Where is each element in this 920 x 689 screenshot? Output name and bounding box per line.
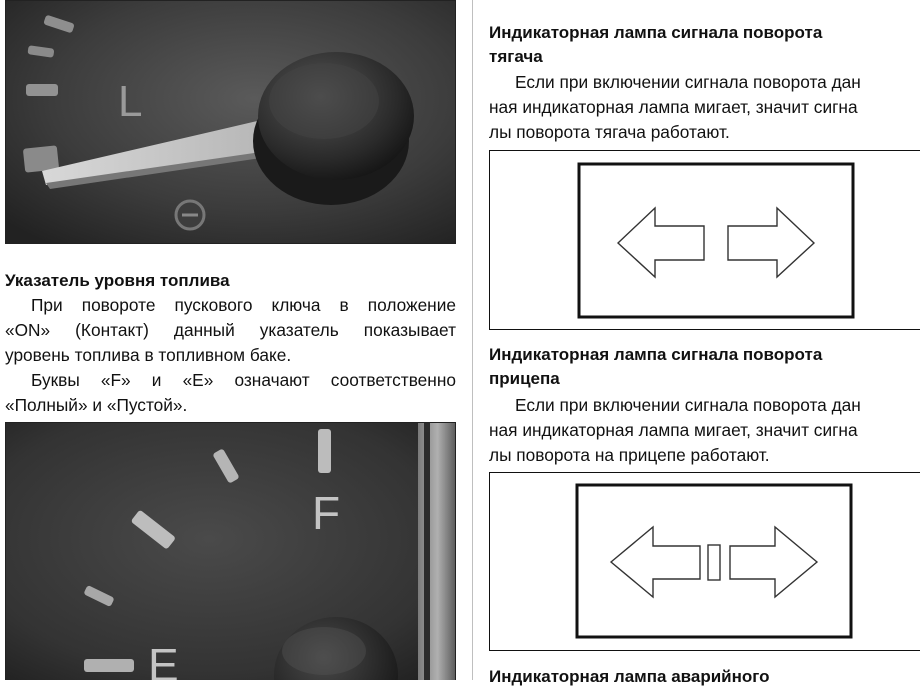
paragraph-line: Буквы «F» и «E» означают соответственно bbox=[31, 370, 456, 390]
gauge-photo-bottom bbox=[5, 422, 456, 680]
trailer-turn-signal-paragraph bbox=[489, 393, 920, 468]
heading-line: Индикаторная лампа аварийного bbox=[489, 667, 770, 686]
heading-line: Индикаторная лампа сигнала поворота bbox=[489, 345, 823, 364]
fuel-gauge-heading: Указатель уровня топлива bbox=[5, 271, 230, 290]
fuel-gauge-paragraph-1 bbox=[5, 293, 456, 368]
gauge-photo-top bbox=[5, 0, 456, 244]
gauge-letter-l: L bbox=[118, 77, 143, 126]
paragraph-line: «Полный» и «Пустой». bbox=[5, 395, 188, 415]
paragraph-line: уровень топлива в топливном баке. bbox=[5, 345, 292, 365]
paragraph-line: При повороте пускового ключа в положение bbox=[31, 295, 456, 315]
paragraph-line: Если при включении сигнала поворота дан bbox=[515, 72, 861, 92]
gauge-letter-e: E bbox=[148, 639, 179, 680]
left-right-turn-arrows-trailer-icon bbox=[490, 473, 920, 652]
hazard-warning-heading bbox=[489, 665, 909, 689]
tractor-turn-signal-figure bbox=[489, 150, 920, 330]
heading-line: прицепа bbox=[489, 369, 560, 388]
tractor-turn-signal-paragraph bbox=[489, 70, 920, 145]
heading-line: тягача bbox=[489, 47, 543, 66]
paragraph-line: ная индикаторная лампа мигает, значит сигна bbox=[489, 97, 858, 117]
trailer-turn-signal-heading bbox=[489, 343, 909, 391]
trailer-turn-signal-figure bbox=[489, 472, 920, 651]
paragraph-line: Если при включении сигнала поворота дан bbox=[515, 395, 861, 415]
paragraph-line: лы поворота тягача работают. bbox=[489, 122, 730, 142]
column-divider bbox=[472, 0, 473, 680]
fuel-gauge-paragraph-2 bbox=[5, 368, 456, 418]
gauge-letter-f: F bbox=[312, 487, 341, 539]
left-right-turn-arrows-icon bbox=[490, 151, 920, 331]
paragraph-line: лы поворота на прицепе работают. bbox=[489, 445, 770, 465]
paragraph-line: ная индикаторная лампа мигает, значит сигна bbox=[489, 420, 858, 440]
paragraph-line: «ON» (Контакт) данный указатель показывает bbox=[5, 320, 456, 340]
heading-line: Индикаторная лампа сигнала поворота bbox=[489, 23, 823, 42]
tractor-turn-signal-heading bbox=[489, 21, 909, 69]
